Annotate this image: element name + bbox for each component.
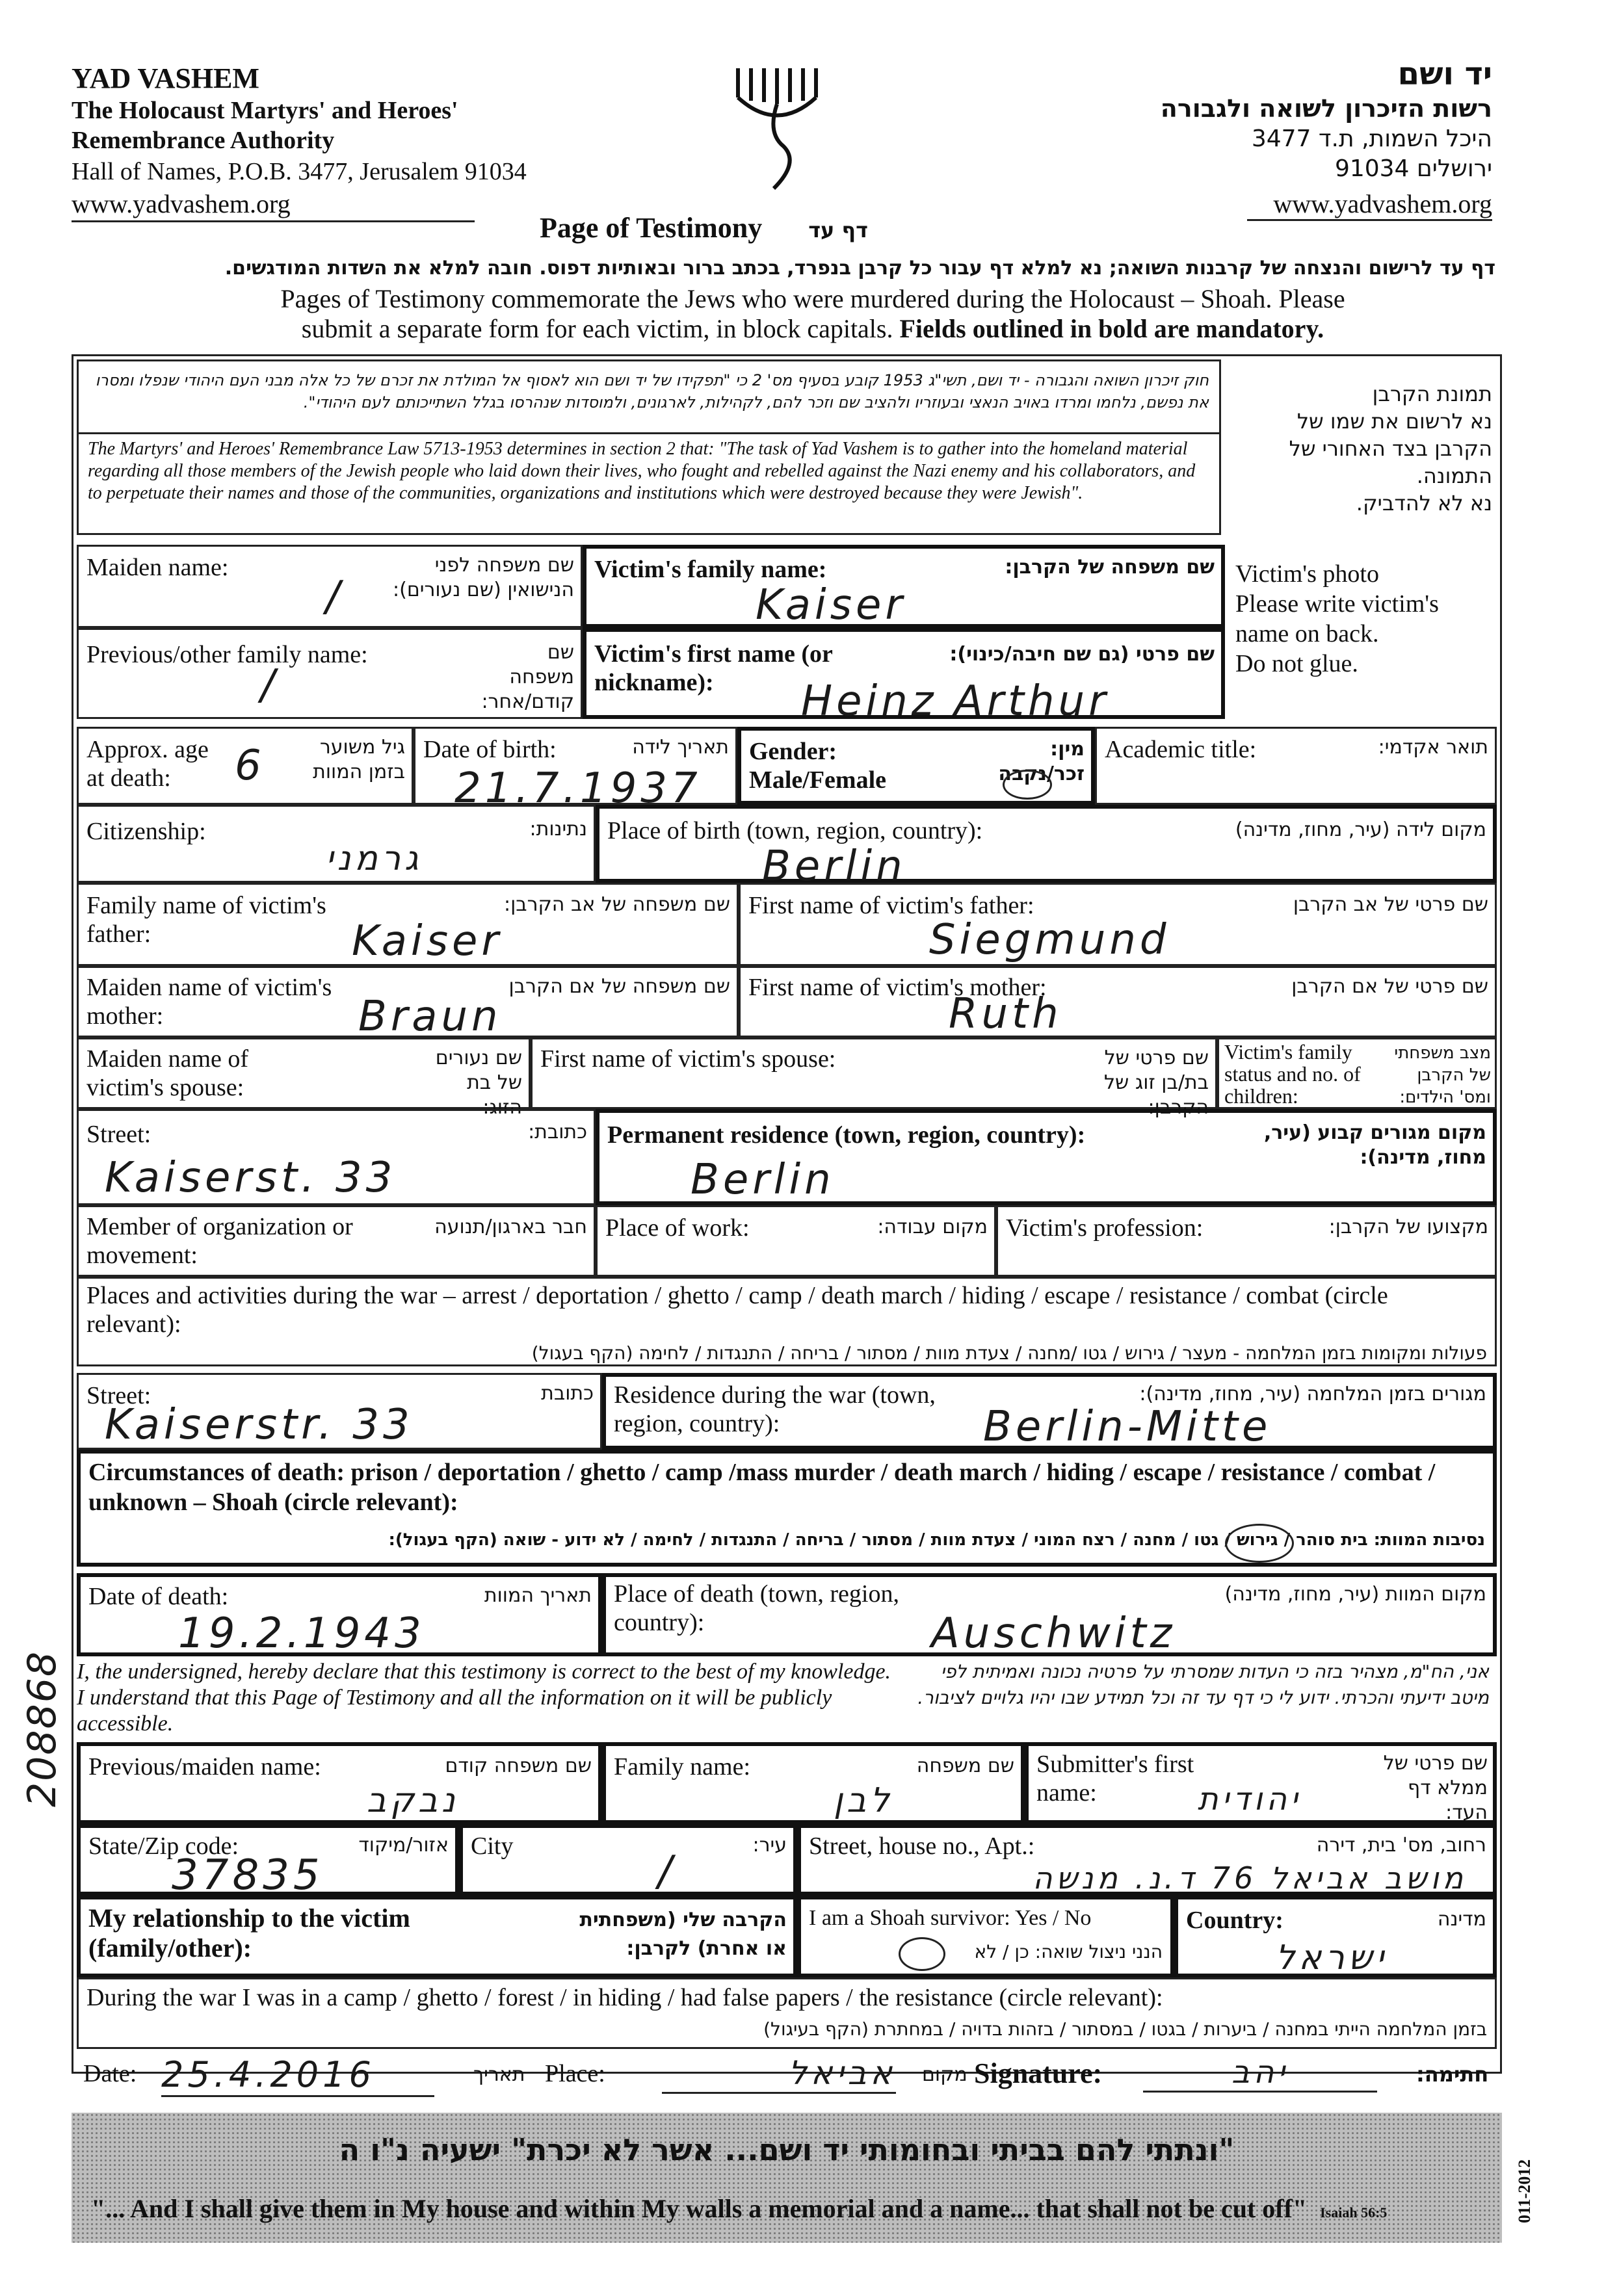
field-value: Kaiserstr. 33 xyxy=(105,1401,414,1449)
menorah-logo xyxy=(728,62,826,192)
field-label: Submitter's first name: xyxy=(1036,1751,1194,1807)
submitter-city-field[interactable] xyxy=(459,1824,797,1896)
family-status-field[interactable] xyxy=(1217,1037,1497,1109)
field-value: Berlin xyxy=(691,1156,835,1204)
field-label: I am a Shoah survivor: Yes / No xyxy=(809,1906,1092,1930)
field-label-heb: תאריך לידה xyxy=(632,736,729,759)
prev-family-name-field[interactable] xyxy=(77,628,583,719)
field-label: Victim's family name: xyxy=(594,556,827,583)
field-label: First name of victim's father: xyxy=(748,892,1034,919)
first-name-field[interactable] xyxy=(583,628,1225,725)
footer-quote-ref: Isaiah 56:5 xyxy=(1320,2204,1388,2221)
org-line-heb: היכל השמות, ת.ד 3477 xyxy=(1251,125,1492,152)
field-label: Circumstances of death: prison / deportation / ghetto / camp /mass murder / death march / hiding / escape / resistance / combat / unknown – Shoah (circle relevant): xyxy=(88,1459,1436,1516)
field-value: / xyxy=(326,573,344,621)
field-label-heb: הנני ניצול שואה: כן / לא xyxy=(974,1941,1163,1963)
field-label-heb: שם פרטי (גם שם חיבה/כינוי): xyxy=(949,643,1215,666)
signature-label: Signature: xyxy=(974,2057,1103,2089)
field-label-heb: שם משפחה של אם הקרבן xyxy=(508,975,730,998)
law-eng: The Martyrs' and Heroes' Remembrance Law 5713-1953 determines in section 2 that: "The task of Yad Vashem is to gather into the homeland material regarding all those members of the Jewish people who laid down their lives, who fought and rebelled against the Nazi enemy and his collaborators, and to perpetuate their names and those of the communities, organizations and institutions which were destroyed because they were Jewish". xyxy=(88,439,1196,503)
field-label-heb: תואר אקדמי: xyxy=(1378,736,1488,759)
relationship-field[interactable] xyxy=(77,1896,797,1977)
field-value: 6 xyxy=(235,742,265,790)
submitter-zip-field[interactable] xyxy=(77,1824,459,1899)
intro-line: Pages of Testimony commemorate the Jews who were murdered during the Holocaust – Shoah. Please xyxy=(280,284,1345,313)
photo-line: תמונת הקרבן xyxy=(1372,382,1492,406)
field-value: / xyxy=(261,661,279,709)
profession-field[interactable] xyxy=(996,1205,1497,1277)
title-eng: Page of Testimony xyxy=(540,212,763,244)
field-label-heb: שם משפחה של אב הקרבן: xyxy=(503,893,730,916)
citizenship-field[interactable] xyxy=(77,805,596,883)
field-label: Academic title: xyxy=(1105,736,1257,763)
field-label: Date of birth: xyxy=(423,736,557,763)
field-label: Permanent residence (town, region, country): xyxy=(607,1121,1086,1149)
field-label-heb: שם פרטי של אם הקרבן xyxy=(1291,975,1488,998)
field-label: Gender: Male/Female xyxy=(749,738,887,794)
intro-mandatory: Fields outlined in bold are mandatory. xyxy=(899,314,1324,343)
field-label: During the war I was in a camp / ghetto / forest / in hiding / had false papers / the resistance (circle relevant): xyxy=(86,1984,1163,2011)
field-label-heb: פעולות ומקומות בזמן המלחמה - מעצר / גירוש / גטו /מחנה / צעדת מוות / מסתור / בריחה / התנגדות / לחימה (הקף בעגול) xyxy=(531,1342,1487,1364)
field-label: Street: xyxy=(86,1121,151,1148)
field-value: Auschwitz xyxy=(931,1610,1176,1658)
field-label: Places and activities during the war – arrest / deportation / ghetto / camp / death march / hiding / escape / resistance / combat (circle relevant): xyxy=(86,1282,1388,1338)
field-value: 21.7.1937 xyxy=(454,764,702,813)
field-label-heb: חבר בארגון/תנועה xyxy=(434,1216,587,1238)
signature-heb: חתימה: xyxy=(1416,2062,1489,2087)
margin-stamp: 208868 xyxy=(20,1650,65,1807)
field-label-heb: מצב משפחתי של הקרבן ומס' הילדים: xyxy=(1394,1043,1491,1107)
residence-field[interactable] xyxy=(596,1109,1497,1205)
date-value[interactable]: 25.4.2016 xyxy=(161,2054,434,2097)
field-label-heb: מקצועו של הקרבן: xyxy=(1328,1216,1488,1238)
org-name: YAD VASHEM xyxy=(72,62,259,94)
photo-line-eng: Please write victim's xyxy=(1235,590,1439,618)
field-label: Place of birth (town, region, country): xyxy=(607,817,983,844)
field-value: ישראל xyxy=(1276,1938,1388,1977)
field-value: 37835 xyxy=(172,1851,324,1899)
war-street-field[interactable] xyxy=(77,1373,602,1450)
gender-field[interactable] xyxy=(737,727,1095,805)
field-label-heb: תאריך המוות xyxy=(484,1584,592,1607)
photo-line: נא לרשום את שמו של xyxy=(1297,409,1492,434)
photo-line: נא לא להדביק. xyxy=(1356,491,1492,515)
field-label-heb: מקום המוות (עיר, מחוז, מדינה) xyxy=(1224,1583,1486,1606)
field-value: יהודית xyxy=(1198,1781,1302,1818)
field-value: Siegmund xyxy=(929,916,1170,964)
field-label-heb: כתובת xyxy=(541,1382,594,1405)
field-label-heb: שם פרטי של ממלא דף העד: xyxy=(1383,1752,1488,1824)
intro-line-2 xyxy=(195,314,1430,344)
sign-row xyxy=(77,2054,1497,2100)
url-right[interactable]: www.yadvashem.org xyxy=(1247,189,1492,221)
field-label-heb: שם משפחה לפני הנישואין (שם נעורים): xyxy=(393,554,574,601)
field-value: Ruth xyxy=(949,990,1062,1038)
submitter-first-field[interactable] xyxy=(1025,1742,1497,1824)
place-label: Place: xyxy=(545,2060,605,2087)
during-war-field[interactable] xyxy=(77,1977,1497,2049)
declaration-heb: אני, הח"מ, מצהיר בזה כי העדות שמסרתי על פרטיה נכונה ואמיתית לפי מיטב ידיעתי והכרתי. ידוע לי כי דף עד זה וכל תמידע שבו יהיו גלויים לציבור. xyxy=(917,1661,1489,1708)
academic-field[interactable] xyxy=(1095,727,1497,805)
field-label: Previous/other family name: xyxy=(86,641,368,668)
birth-place-field[interactable] xyxy=(596,805,1497,891)
field-label-heb: בזמן המלחמה הייתי במחנה / ביערות / בגטו / במסתור / בזהות בדויה / במחתרת (הקף בעיגול) xyxy=(763,2018,1487,2040)
submitter-prev-maiden-field[interactable] xyxy=(77,1742,602,1824)
field-label: First name of victim's mother: xyxy=(748,974,1047,1001)
field-label: Family name: xyxy=(614,1753,751,1781)
field-value: Kaiser xyxy=(756,581,906,629)
photo-instructions-heb xyxy=(1232,380,1492,517)
footer-quote-text: "... And I shall give them in My house and within My walls a memorial and a name... that shall not be cut off" xyxy=(91,2194,1308,2223)
field-label: State/Zip code: xyxy=(88,1833,239,1860)
survivor-field[interactable] xyxy=(797,1896,1174,1977)
father-family-field[interactable] xyxy=(77,883,739,966)
field-label-heb: עיר: xyxy=(752,1834,787,1857)
footer-band xyxy=(72,2113,1502,2243)
field-label: Victim's profession: xyxy=(1006,1214,1204,1242)
field-label: Date of death: xyxy=(88,1583,229,1610)
field-label: Residence during the war (town, region, country): xyxy=(614,1381,936,1437)
org-line: Remembrance Authority xyxy=(72,127,335,154)
war-residence-field[interactable] xyxy=(602,1373,1497,1450)
date-heb: תאריך xyxy=(473,2063,525,2086)
field-label: Victim's family status and no. of children: xyxy=(1224,1040,1361,1108)
circumstances-field[interactable] xyxy=(77,1450,1497,1567)
field-label-heb: מקום לידה (עיר, מחוז, מדינה) xyxy=(1235,818,1486,841)
field-value: מושב אביאל 76 ד.נ. מנשה xyxy=(1033,1860,1467,1896)
field-label-heb: נתינות: xyxy=(529,818,587,841)
field-label: Place of death (town, region, country): xyxy=(614,1580,899,1636)
father-first-field[interactable] xyxy=(739,883,1497,966)
field-label-heb: אזור/מיקוד xyxy=(358,1834,449,1857)
field-label-heb: שם משפחה של הקרבן: xyxy=(1005,556,1215,579)
field-value: לבן xyxy=(834,1781,893,1820)
work-place-field[interactable] xyxy=(596,1205,996,1277)
field-label: Previous/maiden name: xyxy=(88,1753,321,1781)
mother-maiden-field[interactable] xyxy=(77,966,739,1041)
field-value: נבקב xyxy=(367,1781,459,1820)
field-label: Victim's first name (or nickname): xyxy=(594,640,833,696)
place-value[interactable]: אביאל xyxy=(662,2054,896,2094)
org-right xyxy=(1024,55,1492,184)
field-value: Heinz Arthur xyxy=(801,677,1110,725)
field-label-heb: שם משפחה קודם/אחר: xyxy=(481,641,574,713)
spouse-maiden-field[interactable] xyxy=(77,1037,531,1119)
street-field[interactable] xyxy=(77,1109,596,1205)
deportation-circle-mark xyxy=(1225,1524,1294,1563)
photo-instructions-eng xyxy=(1235,559,1495,679)
field-value: Braun xyxy=(358,993,502,1041)
field-label-heb: מקום מגורים קבוע (עיר, מחוז, מדינה): xyxy=(1263,1121,1486,1169)
death-date-field[interactable] xyxy=(77,1573,602,1656)
field-label: Maiden name: xyxy=(86,554,229,581)
field-value: Berlin-Mitte xyxy=(983,1403,1272,1451)
org-line: The Holocaust Martyrs' and Heroes' xyxy=(72,97,458,124)
intro-heb: דף עד לרישום והנצחה של קרבנות השואה; נא למלא דף עבור כל קרבן בנפרד, בכתב ברור ובאותיות דפוס. חובה למלא את השדות המודגשים. xyxy=(224,257,1495,280)
photo-line-eng: Victim's photo xyxy=(1235,560,1379,588)
footer-quote-eng xyxy=(91,2193,1489,2224)
field-label-heb: רחוב, מס' בית, דירה xyxy=(1316,1834,1486,1857)
field-value: 19.2.1943 xyxy=(178,1610,425,1658)
male-circle-mark xyxy=(1003,770,1052,800)
field-label: First name of victim's spouse: xyxy=(540,1045,836,1073)
date-label: Date: xyxy=(83,2060,137,2087)
field-label-heb: מגורים בזמן המלחמה (עיר, מחוז, מדינה): xyxy=(1139,1383,1486,1405)
title-heb: דף עד xyxy=(808,218,868,242)
age-field[interactable] xyxy=(77,727,414,805)
url-left[interactable]: www.yadvashem.org xyxy=(72,188,475,222)
field-value: Kaiserst. 33 xyxy=(105,1154,397,1202)
intro-eng xyxy=(195,284,1430,344)
no-circle-mark xyxy=(899,1937,945,1971)
field-value: / xyxy=(658,1847,676,1896)
field-label: Member of organization or movement: xyxy=(86,1213,353,1269)
field-label: Street: xyxy=(86,1382,151,1409)
form-code: 011-2012 xyxy=(1515,2159,1534,2223)
maiden-name-field[interactable] xyxy=(77,545,583,628)
death-place-field[interactable] xyxy=(602,1573,1497,1656)
photo-line-eng: Do not glue. xyxy=(1235,650,1358,677)
field-label: Maiden name of victim's mother: xyxy=(86,974,332,1030)
place-heb: מקום xyxy=(922,2063,967,2086)
photo-line: התמונה. xyxy=(1416,463,1492,488)
page-title xyxy=(540,211,868,244)
field-label-heb: שם פרטי של בת/בן זוג של הקרבן: xyxy=(1104,1047,1209,1119)
signature-value[interactable]: יהב xyxy=(1143,2054,1377,2093)
field-label: Country: xyxy=(1186,1907,1283,1934)
field-label: My relationship to the victim (family/other): xyxy=(88,1903,410,1963)
field-label-heb: שם משפחה xyxy=(916,1755,1014,1777)
org-left xyxy=(72,62,605,222)
field-value: גרמני xyxy=(326,839,423,878)
field-label-heb: מקום עבודה: xyxy=(877,1216,988,1238)
spouse-first-field[interactable] xyxy=(531,1037,1217,1119)
family-name-field[interactable] xyxy=(583,545,1225,628)
field-label-heb: שם נעורים של בת הזוג: xyxy=(435,1047,522,1119)
law-heb: חוק זיכרון השואה והגבורה - יד ושם, תשי"ג 1953 קובע בסעיף מס' 2 כי "תפקידו של יד ושם הוא לאסוף אל המולדת את זכרם של כל אלה מבני העם היהודי שנפלו ומסרו את נפשם, נלחמו ומרדו באויב הנאצי ובעוזריו ולהציב שם וזכר להם, לקהילות, לארגונים, ולמוסדות שנהרסו בגלל השתייכותם לעם היהודי". xyxy=(95,371,1209,411)
photo-line-eng: name on back. xyxy=(1235,620,1379,647)
field-label-heb: מדינה xyxy=(1437,1908,1486,1931)
dob-field[interactable] xyxy=(414,727,737,813)
field-label-heb: כתובת: xyxy=(528,1121,587,1143)
field-label: Place of work: xyxy=(605,1214,750,1242)
law-eng-box xyxy=(77,432,1221,535)
country-field[interactable] xyxy=(1174,1896,1497,1977)
submitter-street-field[interactable] xyxy=(797,1824,1497,1896)
field-label-heb: גיל משוער בזמן המוות xyxy=(313,736,405,783)
field-label-heb: הקרבה שלי (משפחתית או אחרת) לקרבן: xyxy=(579,1909,787,1960)
field-label: City xyxy=(471,1833,514,1860)
field-label-heb: שם פרטי של אב הקרבן xyxy=(1293,893,1488,916)
photo-line: הקרבן בצד האחורי של xyxy=(1289,436,1492,461)
footer-quote-heb: "ונתתי להם בביתי ובחומותי יד ושם... אשר לא יכרת" ישעיה נ"ו ה xyxy=(339,2132,1235,2167)
submitter-family-field[interactable] xyxy=(602,1742,1025,1824)
field-label: Maiden name of victim's spouse: xyxy=(86,1045,249,1101)
org-address: Hall of Names, P.O.B. 3477, Jerusalem 91034 xyxy=(72,158,527,185)
field-label-heb: נסיבות המוות: בית סוהר / גירוש / גטו / מחנה / רצח המוני / צעדת מוות / מסתור / בריחה / התנגדות / לחימה / לא ידוע - שואה (הקף בעגול): xyxy=(388,1530,1485,1550)
field-label-heb: שם משפחה קודם xyxy=(445,1755,592,1777)
org-line-heb: רשות הזיכרון לשואה ולגבורה xyxy=(1160,94,1492,123)
field-label: Citizenship: xyxy=(86,818,206,845)
mother-first-field[interactable] xyxy=(739,966,1497,1037)
declaration-eng: I, the undersigned, hereby declare that this testimony is correct to the best of my knowledge. I understand that this Page of Testimony and all the information on it will be publicly accessible. xyxy=(77,1660,891,1736)
field-label: Approx. age at death: xyxy=(86,736,209,792)
field-label: Street, house no., Apt.: xyxy=(809,1833,1035,1860)
intro-line-text: submit a separate form for each victim, in block capitals. xyxy=(301,314,893,343)
field-label: Family name of victim's father: xyxy=(86,892,326,948)
field-value: Kaiser xyxy=(352,917,503,965)
places-war-field[interactable] xyxy=(77,1277,1497,1366)
field-label-heb: מין: זכר/נקבה xyxy=(998,738,1085,785)
member-org-field[interactable] xyxy=(77,1205,596,1277)
field-value: Berlin xyxy=(762,842,906,891)
org-name-heb: יד ושם xyxy=(1397,56,1492,92)
org-address-heb: ירושלים 91034 xyxy=(1334,155,1492,182)
